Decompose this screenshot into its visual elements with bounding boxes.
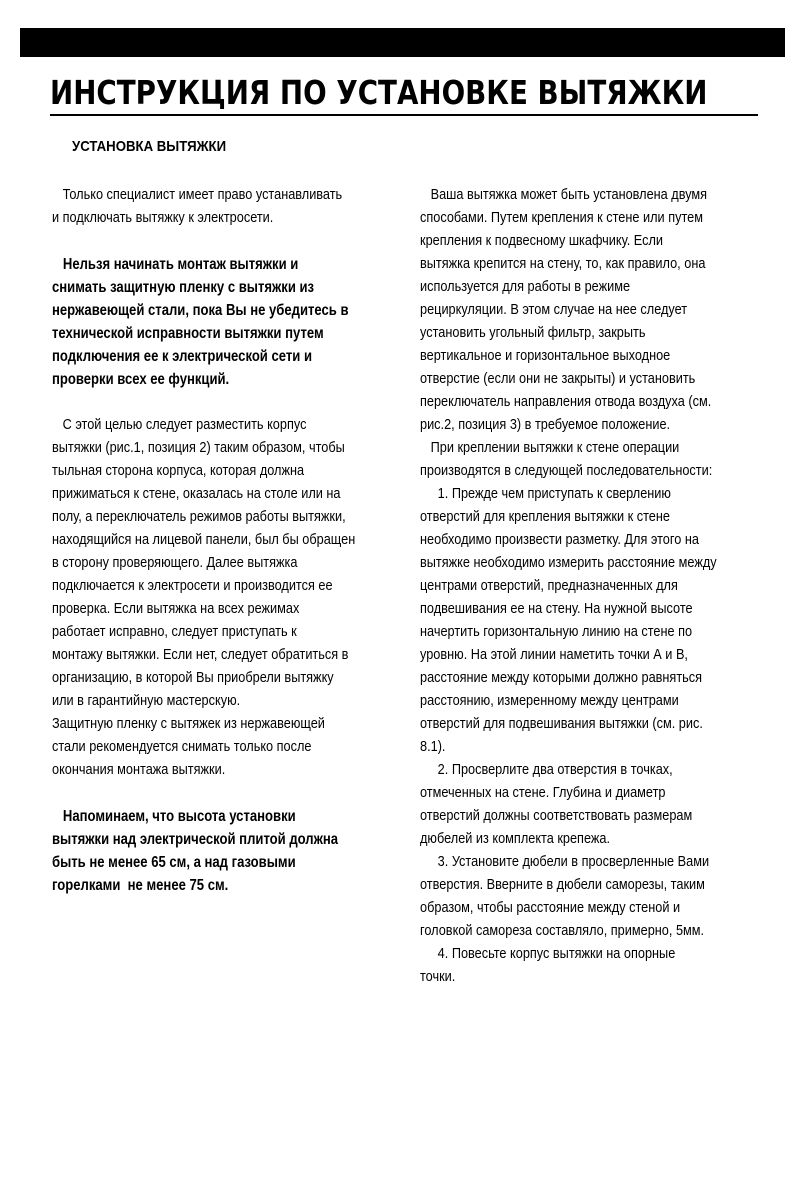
text-line: С этой целью следует разместить корпус xyxy=(52,417,307,433)
warning-line: Нельзя начинать монтаж вытяжки и xyxy=(52,256,299,273)
text-line: дюбелей из комплекта крепежа. xyxy=(420,831,611,847)
text-line: подвешивания ее на стену. На нужной высоте xyxy=(420,601,693,617)
text-line: отверстий для подвешивания вытяжки (см. рис. xyxy=(420,716,703,732)
text-line: уровню. На этой линии наметить точки А и В, xyxy=(420,647,688,663)
text-line: 4. Повесьте корпус вытяжки на опорные xyxy=(420,946,676,962)
text-line: находящийся на лицевой панели, был бы обращен xyxy=(52,532,356,548)
text-line: тыльная сторона корпуса, которая должна xyxy=(52,463,305,479)
text-line: Только специалист имеет право устанавливать xyxy=(52,187,343,203)
text-line: или в гарантийную мастерскую. xyxy=(52,693,241,709)
text-line: переключатель направления отвода воздуха (см. xyxy=(420,394,712,410)
text-line: отверстий для крепления вытяжки к стене xyxy=(420,509,670,525)
text-line: отмеченных на стене. Глубина и диаметр xyxy=(420,785,666,801)
text-line: вытяжке необходимо измерить расстояние между xyxy=(420,555,717,571)
warning-line: снимать защитную пленку с вытяжки из xyxy=(52,279,315,296)
text-line: точки. xyxy=(420,969,456,985)
text-line: расстоянию, измеренному между центрами xyxy=(420,693,679,709)
text-line: установить угольный фильтр, закрыть xyxy=(420,325,646,341)
reminder-line: вытяжки над электрической плитой должна xyxy=(52,831,339,848)
text-line: отверстие (если они не закрыты) и установить xyxy=(420,371,696,387)
text-line: окончания монтажа вытяжки. xyxy=(52,762,226,778)
section-title: УСТАНОВКА ВЫТЯЖКИ xyxy=(72,138,227,155)
text-line: способами. Путем крепления к стене или путем xyxy=(420,210,703,226)
text-line: 1. Прежде чем приступать к сверлению xyxy=(420,486,671,502)
text-line: монтажу вытяжки. Если нет, следует обратиться в xyxy=(52,647,349,663)
warning-line: нержавеющей стали, пока Вы не убедитесь в xyxy=(52,302,349,319)
text-line: необходимо произвести разметку. Для этого на xyxy=(420,532,699,548)
left-column xyxy=(52,184,388,897)
text-line: центрами отверстий, предназначенных для xyxy=(420,578,678,594)
text-line: рис.2, позиция 3) в требуемое положение. xyxy=(420,417,671,433)
text-line: отверстий должны соответствовать размерам xyxy=(420,808,693,824)
text-line: головкой самореза составляло, примерно, 5мм. xyxy=(420,923,705,939)
text-line: полу, а переключатель режимов работы вытяжки, xyxy=(52,509,346,525)
text-line: 8.1). xyxy=(420,739,446,755)
text-line: отверстия. Вверните в дюбели саморезы, таким xyxy=(420,877,705,893)
text-line: работает исправно, следует приступать к xyxy=(52,624,297,640)
text-line: вытяжки (рис.1, позиция 2) таким образом, чтобы xyxy=(52,440,345,456)
warning-line: подключения ее к электрической сети и xyxy=(52,348,312,365)
warning-line: проверки всех ее функций. xyxy=(52,371,230,388)
text-line: расстояние между которыми должно равняться xyxy=(420,670,703,686)
text-line: 2. Просверлите два отверстия в точках, xyxy=(420,762,673,778)
page-title: ИНСТРУКЦИЯ ПО УСТАНОВКЕ ВЫТЯЖКИ xyxy=(50,73,708,112)
text-line: Ваша вытяжка может быть установлена двумя xyxy=(420,187,708,203)
text-line: Защитную пленку с вытяжек из нержавеющей xyxy=(52,716,325,732)
title-underline xyxy=(50,114,758,116)
text-line: 3. Установите дюбели в просверленные Вами xyxy=(420,854,710,870)
text-line: При креплении вытяжки к стене операции xyxy=(420,440,680,456)
text-line: крепления к подвесному шкафчику. Если xyxy=(420,233,664,249)
text-line: используется для работы в режиме xyxy=(420,279,631,295)
text-line: образом, чтобы расстояние между стеной и xyxy=(420,900,681,916)
text-line: вертикальное и горизонтальное выходное xyxy=(420,348,671,364)
reminder-line: Напоминаем, что высота установки xyxy=(52,808,296,825)
text-line: подключается к электросети и производится ее xyxy=(52,578,333,594)
text-line: стали рекомендуется снимать только после xyxy=(52,739,312,755)
text-line: вытяжка крепится на стену, то, как правило, она xyxy=(420,256,706,272)
text-line: рециркуляции. В этом случае на нее следует xyxy=(420,302,688,318)
text-line: производятся в следующей последовательности: xyxy=(420,463,713,479)
reminder-line: горелками не менее 75 см. xyxy=(52,877,229,894)
warning-line: технической исправности вытяжки путем xyxy=(52,325,324,342)
text-line: прижиматься к стене, оказалась на столе или на xyxy=(52,486,341,502)
header-black-bar xyxy=(20,28,785,57)
right-column xyxy=(420,184,756,989)
text-line: проверка. Если вытяжка на всех режимах xyxy=(52,601,300,617)
text-line: и подключать вытяжку к электросети. xyxy=(52,210,274,226)
text-line: организацию, в которой Вы приобрели вытяжку xyxy=(52,670,334,686)
text-line: начертить горизонтальную линию на стене по xyxy=(420,624,693,640)
reminder-line: быть не менее 65 см, а над газовыми xyxy=(52,854,296,871)
text-line: в сторону проверяющего. Далее вытяжка xyxy=(52,555,298,571)
